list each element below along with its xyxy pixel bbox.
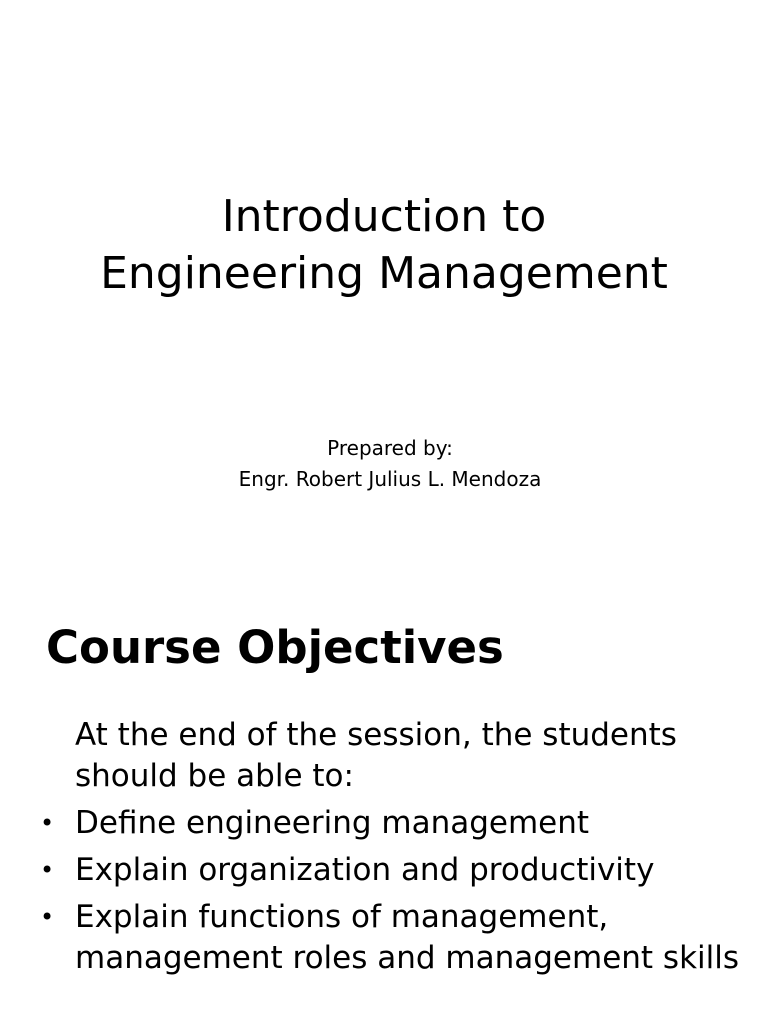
author-block	[0, 433, 768, 495]
bullet-icon: •	[40, 903, 55, 931]
author-name: Engr. Robert Julius L. Mendoza	[238, 467, 542, 491]
title-line-1: Introduction to	[221, 191, 547, 242]
list-item	[40, 803, 746, 844]
presentation-title	[0, 188, 768, 302]
slide-heading: Course Objectives	[46, 621, 504, 674]
intro-text: At the end of the session, the students should be able to:	[75, 717, 677, 794]
list-item-text: Explain organization and productivity	[75, 852, 655, 888]
list-item	[40, 850, 746, 891]
objectives-body	[40, 715, 746, 985]
list-item-text: Explain functions of management, management roles and management skills	[75, 899, 740, 976]
list-item	[40, 897, 746, 979]
title-line-2: Engineering Management	[100, 248, 668, 299]
objectives-slide	[0, 576, 768, 1024]
bullet-icon: •	[40, 809, 55, 837]
bullet-icon: •	[40, 856, 55, 884]
prepared-by-label: Prepared by:	[327, 436, 453, 460]
list-item-text: Define engineering management	[75, 805, 590, 841]
